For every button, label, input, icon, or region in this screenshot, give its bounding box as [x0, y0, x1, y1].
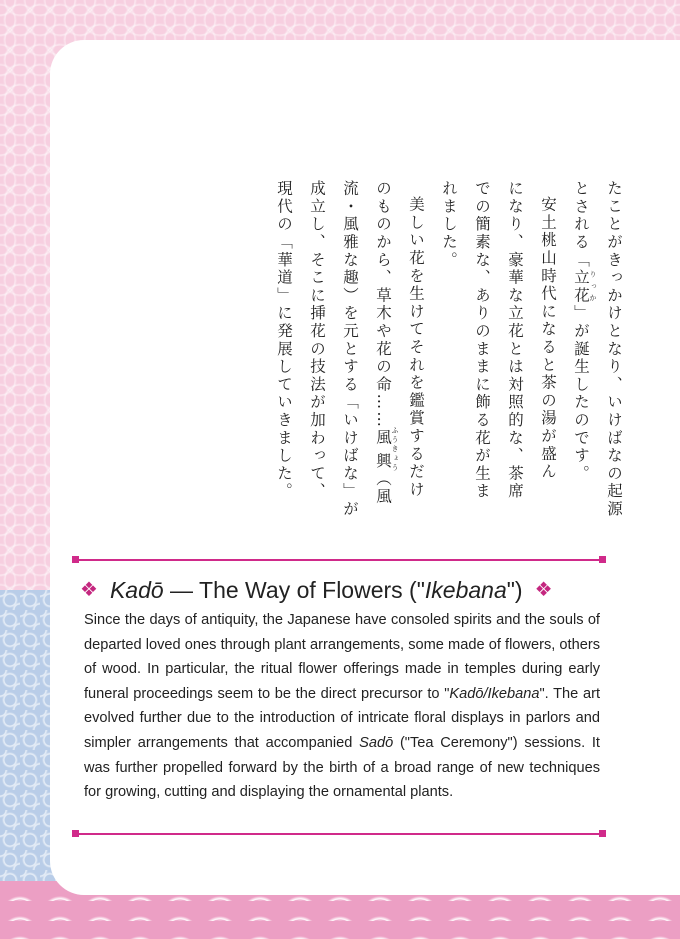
- jp-column-7: 美しい花を生けてそれを鑑賞するだけ: [407, 195, 425, 499]
- heading-title: Kadō — The Way of Flowers ("Ikebana"): [109, 576, 523, 603]
- section-heading: [80, 572, 600, 608]
- divider-top: [74, 559, 604, 561]
- jp-column-9: 流・風雅な趣）を元とする「いけばな」が: [341, 180, 359, 519]
- jp-column-8: のものから、草木や花の命……風興 ふうきょう（風: [374, 180, 399, 506]
- english-paragraph: Since the days of antiquity, the Japanese have consoled spirits and the souls of departed loved ones through plant arrangements, some made of flowers, others of wood. In particular, the ritual flower offerings made in temples during early funeral proceedings seem to be the direct precursor to "Kadō/Ikebana". The art evolved further due to the introduction of intricate floral displays in parlors and simpler arrangements that accompanied Sadō ("Tea Ceremony") sessions. It was further propelled forward by the birth of a broad range of new techniques for growing, cutting and displaying the ornamental plants.: [84, 612, 600, 801]
- flower-ornament-icon: ❖: [534, 579, 553, 601]
- jp-column-1: たことがきっかけとなり、いけばなの起源: [605, 180, 623, 519]
- jp-column-3: 安土桃山時代になると茶の湯が盛ん: [539, 195, 557, 481]
- jp-column-11: 現代の「華道」に発展していきました。: [275, 180, 293, 501]
- japanese-vertical-text: [190, 180, 630, 520]
- ruby-fukyo: 風興 ふうきょう: [374, 426, 399, 473]
- ruby-rikka: 立花 りっか: [572, 269, 597, 305]
- jp-column-4: になり、豪華な立花とは対照的な、茶席: [506, 180, 524, 501]
- jp-column-2: とされる「立花 りっか」が誕生したのです。: [572, 180, 597, 483]
- jp-column-10: 成立し、そこに挿花の技法が加わって、: [308, 180, 326, 501]
- divider-bottom: [74, 833, 604, 835]
- flower-ornament-icon: ❖: [80, 579, 98, 601]
- jp-column-6: れました。: [440, 180, 458, 269]
- jp-column-5: での簡素な、ありのままに飾る花が生ま: [473, 180, 491, 501]
